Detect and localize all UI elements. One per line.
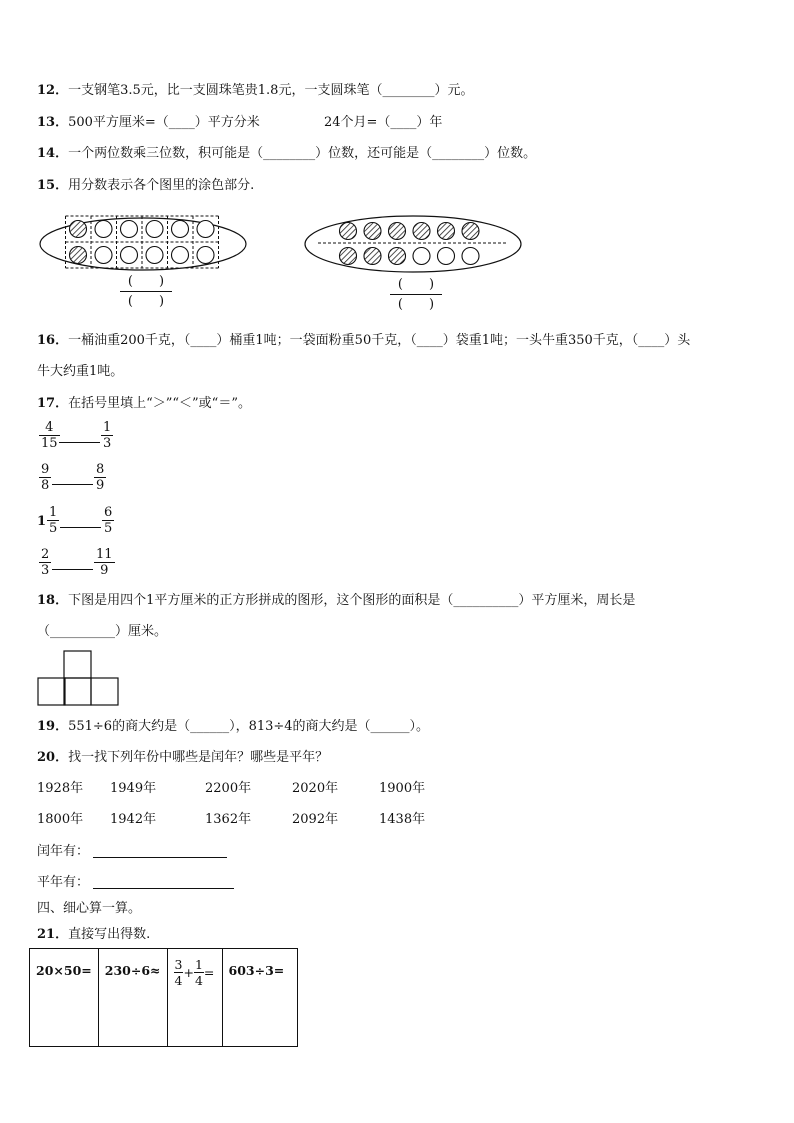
calc-expression: 603÷3= bbox=[228, 963, 285, 978]
shaded-circle bbox=[389, 248, 406, 265]
question-20 bbox=[37, 749, 328, 767]
comparison-blank[interactable] bbox=[59, 442, 100, 443]
year-item: 1438年 bbox=[379, 812, 426, 827]
year-item: 2200年 bbox=[205, 781, 252, 796]
fraction-denominator: 4 bbox=[194, 973, 203, 988]
fraction-denominator: 3 bbox=[41, 563, 50, 578]
common-year-label: 平年有： bbox=[37, 875, 90, 890]
question-number: 15． bbox=[37, 178, 69, 193]
shaded-circle bbox=[438, 223, 455, 240]
question-14 bbox=[37, 145, 536, 163]
calc-expression: 20×50= bbox=[36, 963, 92, 978]
shaded-circle bbox=[364, 248, 381, 265]
question-number: 14． bbox=[37, 146, 69, 161]
calc-cell[interactable] bbox=[98, 949, 167, 1047]
fraction-1 bbox=[174, 957, 184, 988]
question-number: 18． bbox=[37, 593, 69, 608]
question-13 bbox=[37, 114, 260, 132]
fraction-numerator: 1 bbox=[194, 957, 203, 972]
question-12 bbox=[37, 82, 473, 100]
fraction-blank-denominator[interactable]: ( ) bbox=[127, 294, 165, 309]
fraction-denominator: 5 bbox=[49, 521, 58, 536]
question-15 bbox=[37, 177, 254, 195]
leap-year-label: 闰年有： bbox=[37, 844, 90, 859]
comparison-blank[interactable] bbox=[52, 569, 93, 570]
calc-cell[interactable] bbox=[30, 949, 99, 1047]
shaded-circle bbox=[389, 223, 406, 240]
question-text: 在括号里填上“＞”“＜”或“＝”。 bbox=[68, 396, 251, 411]
question-18 bbox=[37, 592, 635, 610]
shaded-circle bbox=[413, 223, 430, 240]
right-fraction bbox=[102, 505, 114, 536]
fraction-denominator: 9 bbox=[96, 478, 105, 493]
shaded-circle bbox=[364, 223, 381, 240]
question-13-part2: 24个月=（____）年 bbox=[324, 115, 443, 130]
fraction-blank-1[interactable] bbox=[120, 273, 172, 312]
fraction-numerator: 11 bbox=[96, 547, 113, 562]
fraction-numerator: 8 bbox=[96, 462, 105, 477]
comparison-blank[interactable] bbox=[52, 484, 93, 485]
year-item: 2020年 bbox=[292, 781, 339, 796]
fraction-numerator: 3 bbox=[174, 957, 183, 972]
leap-year-answer-line[interactable] bbox=[93, 857, 227, 858]
fraction-denominator: 3 bbox=[103, 436, 112, 451]
fraction-numerator: 6 bbox=[104, 505, 113, 520]
fraction-denominator: 5 bbox=[104, 521, 113, 536]
fraction-numerator: 1 bbox=[49, 505, 58, 520]
question-text: 直接写出得数. bbox=[68, 927, 151, 942]
left-fraction bbox=[39, 547, 51, 578]
year-item: 2092年 bbox=[292, 812, 339, 827]
fraction-blank-numerator[interactable]: ( ) bbox=[390, 276, 442, 295]
calc-cell[interactable] bbox=[222, 949, 297, 1047]
question-18-line2: （__________）厘米。 bbox=[37, 624, 168, 639]
year-item: 1928年 bbox=[37, 781, 84, 796]
question-21 bbox=[37, 926, 150, 944]
equals-sign: = bbox=[203, 965, 215, 980]
right-fraction bbox=[94, 547, 115, 578]
fraction-denominator: 4 bbox=[174, 973, 183, 988]
fraction-denominator: 8 bbox=[41, 478, 50, 493]
square-figure bbox=[37, 650, 137, 710]
common-year-answer-line[interactable] bbox=[93, 888, 234, 889]
unshaded-circle bbox=[413, 248, 430, 265]
shaded-circle bbox=[340, 223, 357, 240]
fraction-blank-numerator[interactable]: ( ) bbox=[120, 273, 172, 292]
fraction-2 bbox=[194, 957, 204, 988]
question-text: 551÷6的商大约是（______），813÷4的商大约是（______）。 bbox=[68, 719, 430, 734]
question-text-line1: 下图是用四个1平方厘米的正方形拼成的图形，这个图形的面积是（__________）平方厘米，周长是 bbox=[68, 593, 636, 608]
question-text: 一个两位数乘三位数，积可能是（________）位数，还可能是（________）位数。 bbox=[68, 146, 537, 161]
question-text-line1: 一桶油重200千克，（____）桶重1吨；一袋面粉重50千克，（____）袋重1吨；一头牛重350千克，（____）头 bbox=[68, 333, 691, 348]
year-item: 1800年 bbox=[37, 812, 84, 827]
fraction-blank-2[interactable] bbox=[390, 276, 442, 315]
shaded-circle bbox=[462, 223, 479, 240]
oval-outline bbox=[305, 216, 521, 272]
question-number: 20． bbox=[37, 750, 69, 765]
year-item: 1942年 bbox=[110, 812, 157, 827]
fraction-numerator: 9 bbox=[41, 462, 50, 477]
question-number: 21． bbox=[37, 927, 69, 942]
question-number: 19． bbox=[37, 719, 69, 734]
plus-sign: + bbox=[183, 965, 194, 980]
year-item: 1362年 bbox=[205, 812, 252, 827]
question-text: 用分数表示各个图里的涂色部分. bbox=[68, 178, 255, 193]
unshaded-circle bbox=[462, 248, 479, 265]
unshaded-circle bbox=[438, 248, 455, 265]
right-fraction bbox=[94, 462, 106, 493]
year-item: 1949年 bbox=[110, 781, 157, 796]
question-number: 16． bbox=[37, 333, 69, 348]
fraction-denominator: 15 bbox=[41, 436, 58, 451]
question-text-part1: 500平方厘米=（____）平方分米 bbox=[68, 115, 260, 130]
year-item: 1900年 bbox=[379, 781, 426, 796]
fraction-denominator: 9 bbox=[100, 563, 109, 578]
fraction-numerator: 2 bbox=[41, 547, 50, 562]
fraction-blank-denominator[interactable]: ( ) bbox=[397, 297, 435, 312]
right-fraction bbox=[101, 420, 113, 451]
question-number: 13． bbox=[37, 115, 69, 130]
question-16-line2: 牛大约重1吨。 bbox=[37, 364, 124, 379]
left-fraction bbox=[47, 505, 59, 536]
question-text: 一支钢笔3.5元，比一支圆珠笔贵1.8元，一支圆珠笔（________）元。 bbox=[68, 83, 474, 98]
question-number: 12． bbox=[37, 83, 69, 98]
calc-expression: 230÷6≈ bbox=[104, 963, 161, 978]
shaded-circle bbox=[340, 248, 357, 265]
section-heading: 四、细心算一算。 bbox=[37, 901, 142, 916]
calc-cell[interactable] bbox=[167, 949, 222, 1047]
question-text: 找一找下列年份中哪些是闰年？哪些是平年？ bbox=[68, 750, 329, 765]
question-17 bbox=[37, 395, 251, 413]
question-19 bbox=[37, 718, 429, 736]
whole-number: 1 bbox=[37, 514, 47, 529]
fraction-numerator: 4 bbox=[39, 420, 60, 436]
calculation-table bbox=[29, 948, 298, 1047]
comparison-blank[interactable] bbox=[60, 527, 101, 528]
left-fraction bbox=[39, 462, 51, 493]
fraction-numerator: 1 bbox=[103, 420, 112, 435]
question-16 bbox=[37, 332, 690, 350]
question-number: 17． bbox=[37, 396, 69, 411]
left-fraction bbox=[39, 420, 60, 451]
